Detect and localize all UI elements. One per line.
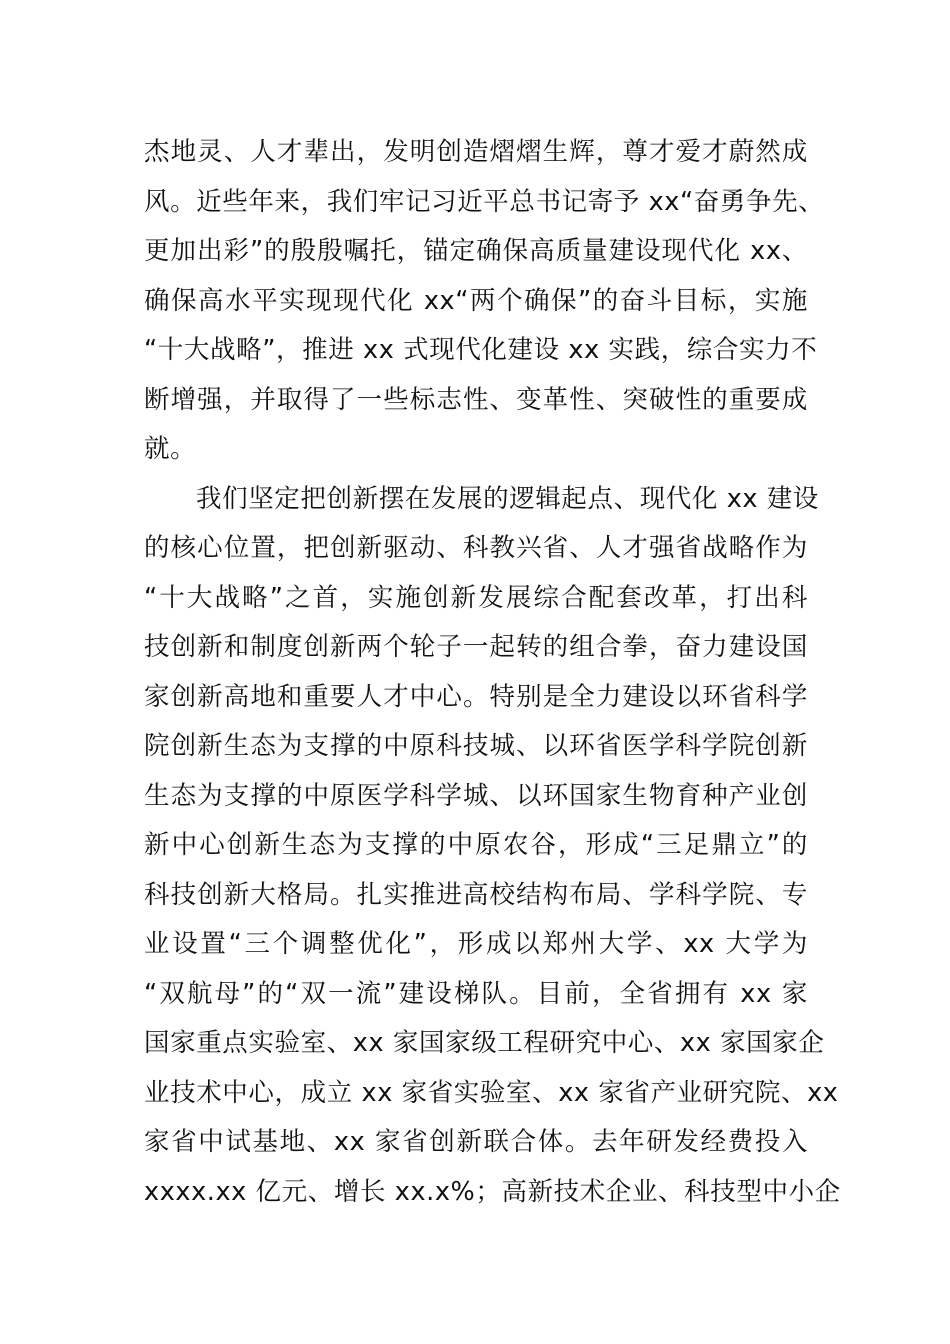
- text-line: 新中心创新生态为支撑的中原农谷，形成“三足鼎立”的: [144, 830, 808, 860]
- paragraph-1: [144, 128, 825, 475]
- text-line: 断增强，并取得了一些标志性、变革性、突破性的重要成: [144, 384, 808, 415]
- paragraph-2: [144, 475, 841, 1218]
- text-line: 确保高水平实现现代化 xx“两个确保”的奋斗目标，实施: [144, 285, 808, 316]
- text-line: 杰地灵、人才辈出，发明创造熠熠生辉，尊才爱才蔚然成: [144, 137, 808, 167]
- text-line: 更加出彩”的殷殷嘱托，锚定确保高质量建设现代化 xx、: [144, 236, 808, 266]
- text-line: 院创新生态为支撑的中原科技城、以环省医学科学院创新: [144, 731, 808, 761]
- text-line: 就。: [144, 434, 197, 464]
- text-line: 业设置“三个调整优化”，形成以郑州大学、xx 大学为: [144, 929, 808, 959]
- text-line: “十大战略”之首，实施创新发展综合配套改革，打出科: [144, 582, 808, 613]
- text-line: 的核心位置，把创新驱动、科教兴省、人才强省战略作为: [144, 533, 808, 563]
- body-text: [144, 128, 841, 1217]
- text-line: “十大战略”，推进 xx 式现代化建设 xx 实践，综合实力不: [144, 335, 818, 365]
- text-line: 技创新和制度创新两个轮子一起转的组合拳，奋力建设国: [144, 632, 808, 662]
- text-line: 家创新高地和重要人才中心。特别是全力建设以环省科学: [144, 681, 808, 712]
- text-line: 风。近些年来，我们牢记习近平总书记寄予 xx“奋勇争先、: [144, 186, 825, 217]
- text-line: xxxx.xx 亿元、增长 xx.x%；高新技术企业、科技型中小企: [144, 1176, 841, 1207]
- text-line: 国家重点实验室、xx 家国家级工程研究中心、xx 家国家企: [144, 1028, 825, 1058]
- text-line: “双航母”的“双一流”建设梯队。目前，全省拥有 xx 家: [144, 978, 808, 1009]
- text-line: 家省中试基地、xx 家省创新联合体。去年研发经费投入: [144, 1127, 808, 1157]
- text-line: 生态为支撑的中原医学科学城、以环国家生物育种产业创: [144, 780, 808, 811]
- text-line: 科技创新大格局。扎实推进高校结构布局、学科学院、专: [144, 879, 808, 910]
- text-line: 业技术中心，成立 xx 家省实验室、xx 家省产业研究院、xx: [144, 1077, 839, 1108]
- text-line: 我们坚定把创新摆在发展的逻辑起点、现代化 xx 建设: [196, 483, 819, 514]
